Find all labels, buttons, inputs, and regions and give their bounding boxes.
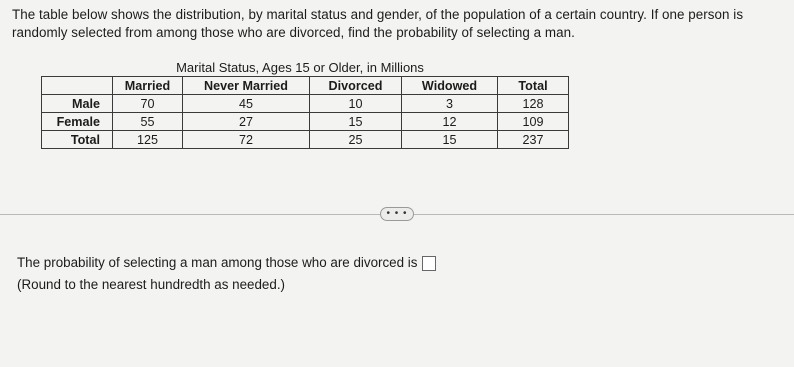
table-cell: 27 <box>183 113 310 131</box>
table-cell: 10 <box>310 95 402 113</box>
table-cell: 237 <box>498 131 569 149</box>
answer-line <box>17 254 436 272</box>
table-row <box>42 131 569 149</box>
column-header-widowed: Widowed <box>402 77 498 95</box>
table-caption: Marital Status, Ages 15 or Older, in Millions <box>176 60 424 75</box>
column-header-blank <box>42 77 113 95</box>
column-header-married: Married <box>113 77 183 95</box>
more-options-button[interactable]: • • • <box>380 207 414 221</box>
answer-prompt: The probability of selecting a man among those who are divorced is <box>17 255 418 270</box>
column-header-total: Total <box>498 77 569 95</box>
table-cell: 70 <box>113 95 183 113</box>
rounding-hint: (Round to the nearest hundredth as needed.) <box>17 277 286 292</box>
question-text: The table below shows the distribution, by marital status and gender, of the population of a certain country. If one person is randomly selected from among those who are divorced, find the probability of selecting a man. <box>12 7 744 40</box>
row-header-male: Male <box>42 95 113 113</box>
table-header-row <box>42 77 569 95</box>
table-cell: 72 <box>183 131 310 149</box>
table-cell: 55 <box>113 113 183 131</box>
row-header-total: Total <box>42 131 113 149</box>
column-header-never-married: Never Married <box>183 77 310 95</box>
table-row <box>42 113 569 131</box>
row-header-female: Female <box>42 113 113 131</box>
answer-input[interactable] <box>422 256 436 271</box>
table-cell: 125 <box>113 131 183 149</box>
table-cell: 128 <box>498 95 569 113</box>
table-cell: 3 <box>402 95 498 113</box>
column-header-divorced: Divorced <box>310 77 402 95</box>
table-cell: 45 <box>183 95 310 113</box>
table-cell: 12 <box>402 113 498 131</box>
table-cell: 15 <box>310 113 402 131</box>
marital-status-table <box>41 76 569 149</box>
table-cell: 25 <box>310 131 402 149</box>
table-cell: 15 <box>402 131 498 149</box>
table-cell: 109 <box>498 113 569 131</box>
table-row <box>42 95 569 113</box>
